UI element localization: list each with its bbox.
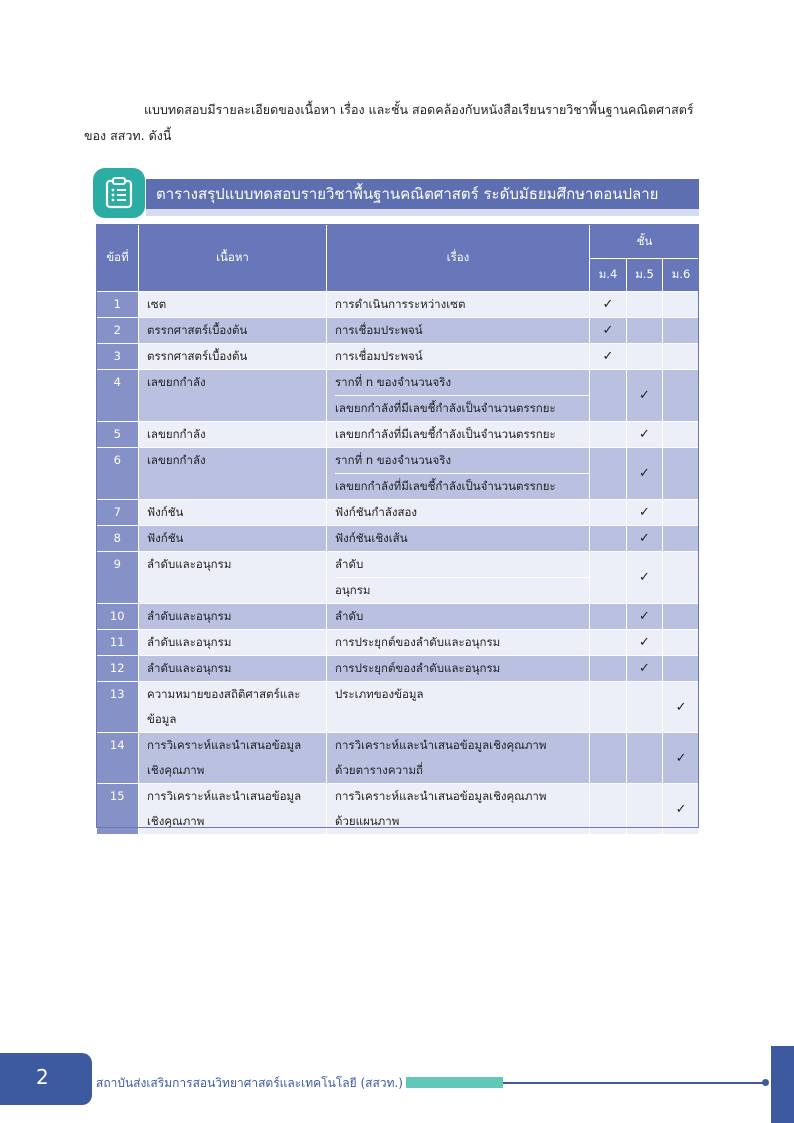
row-topic — [327, 448, 590, 500]
row-content-line: การวิเคราะห์และนำเสนอข้อมูล — [147, 738, 302, 752]
row-content-line: เลขยกกำลัง — [147, 453, 206, 467]
table-row — [97, 630, 700, 656]
row-content-line: ลำดับและอนุกรม — [147, 635, 232, 649]
check-m5: ✓ — [627, 630, 663, 656]
row-content-line: เลขยกกำลัง — [147, 375, 206, 389]
row-topic — [327, 422, 590, 448]
row-number: 1 — [97, 292, 139, 318]
row-content — [139, 784, 327, 835]
row-content-line: ข้อมูล — [147, 712, 177, 726]
row-content-line: ลำดับและอนุกรม — [147, 661, 232, 675]
row-number: 11 — [97, 630, 139, 656]
check-m5: ✓ — [627, 370, 663, 422]
row-content — [139, 344, 327, 370]
row-content — [139, 552, 327, 604]
check-m5 — [627, 733, 663, 784]
row-topic-line: ประเภทของข้อมูล — [335, 687, 424, 701]
row-topic-line: การประยุกต์ของลำดับและอนุกรม — [335, 661, 501, 675]
header-m6: ม.6 — [663, 259, 700, 292]
row-number: 8 — [97, 526, 139, 552]
row-content — [139, 422, 327, 448]
header-grade: ชั้น — [590, 225, 700, 259]
table-row — [97, 552, 700, 604]
header-topic: เรื่อง — [327, 225, 590, 292]
row-number: 14 — [97, 733, 139, 784]
check-m6 — [663, 422, 700, 448]
footer-accent-bar — [406, 1077, 503, 1088]
check-m6 — [663, 526, 700, 552]
check-m6 — [663, 604, 700, 630]
check-m4 — [590, 526, 627, 552]
row-content-line: เชิงคุณภาพ — [147, 814, 205, 828]
header-no: ข้อที่ — [97, 225, 139, 292]
table-row — [97, 733, 700, 784]
row-number: 13 — [97, 682, 139, 733]
check-m5: ✓ — [627, 422, 663, 448]
table-row — [97, 344, 700, 370]
intro-line-2: ของ สสวท. ดังนี้ — [84, 128, 172, 143]
row-topic-line: ด้วยแผนภาพ — [335, 814, 400, 828]
check-m5: ✓ — [627, 552, 663, 604]
row-topic-line: อนุกรม — [335, 577, 589, 603]
check-m4 — [590, 656, 627, 682]
row-topic-line: รากที่ n ของจำนวนจริง — [335, 375, 452, 389]
row-content-line: ตรรกศาสตร์เบื้องต้น — [147, 349, 248, 363]
check-m5 — [627, 318, 663, 344]
row-content-line: ลำดับและอนุกรม — [147, 609, 232, 623]
check-m6 — [663, 656, 700, 682]
table-row — [97, 656, 700, 682]
row-topic — [327, 318, 590, 344]
row-number: 6 — [97, 448, 139, 500]
check-m6: ✓ — [663, 682, 700, 733]
row-topic — [327, 500, 590, 526]
row-topic — [327, 292, 590, 318]
table-row — [97, 682, 700, 733]
row-number: 3 — [97, 344, 139, 370]
check-m4 — [590, 682, 627, 733]
check-m6 — [663, 630, 700, 656]
check-m6 — [663, 500, 700, 526]
row-topic-line: เลขยกกำลังที่มีเลขชี้กำลังเป็นจำนวนตรรกยะ — [335, 427, 556, 441]
table-body — [97, 292, 700, 835]
check-m4 — [590, 733, 627, 784]
row-topic-line: การวิเคราะห์และนำเสนอข้อมูลเชิงคุณภาพ — [335, 789, 547, 803]
check-m5 — [627, 682, 663, 733]
row-topic-line: การประยุกต์ของลำดับและอนุกรม — [335, 635, 501, 649]
check-m4 — [590, 448, 627, 500]
row-content-line: เชิงคุณภาพ — [147, 763, 205, 777]
row-content-line: เลขยกกำลัง — [147, 427, 206, 441]
row-content — [139, 604, 327, 630]
clipboard-icon — [93, 168, 145, 218]
row-number: 7 — [97, 500, 139, 526]
row-content — [139, 630, 327, 656]
check-m5: ✓ — [627, 448, 663, 500]
intro-line-1: แบบทดสอบมีรายละเอียดของเนื้อหา เรื่อง และชั้น สอดคล้องกับหนังสือเรียนรายวิชาพื้นฐานคณิตศาสตร์ — [144, 102, 694, 117]
row-topic — [327, 370, 590, 422]
table-row — [97, 318, 700, 344]
footer-line — [503, 1082, 765, 1084]
row-topic-line: ลำดับ — [335, 557, 364, 571]
check-m4 — [590, 370, 627, 422]
table-row — [97, 500, 700, 526]
table-row — [97, 422, 700, 448]
table-row — [97, 526, 700, 552]
row-content — [139, 733, 327, 784]
row-content — [139, 448, 327, 500]
row-topic-line: การเชื่อมประพจน์ — [335, 323, 423, 337]
footer-right-strip — [771, 1046, 794, 1123]
row-topic — [327, 630, 590, 656]
row-topic — [327, 604, 590, 630]
row-content — [139, 526, 327, 552]
check-m6 — [663, 552, 700, 604]
row-topic-line: เลขยกกำลังที่มีเลขชี้กำลังเป็นจำนวนตรรกยะ — [335, 473, 589, 499]
check-m5: ✓ — [627, 500, 663, 526]
table-row — [97, 448, 700, 500]
row-content — [139, 370, 327, 422]
check-m5 — [627, 784, 663, 835]
check-m4 — [590, 552, 627, 604]
row-topic — [327, 552, 590, 604]
banner-underline — [146, 209, 699, 216]
header-m5: ม.5 — [627, 259, 663, 292]
row-topic-line: การดำเนินการระหว่างเซต — [335, 297, 466, 311]
row-content-line: ความหมายของสถิติศาสตร์และ — [147, 687, 301, 701]
check-m6 — [663, 318, 700, 344]
check-m5: ✓ — [627, 526, 663, 552]
page-number: 2 — [36, 1065, 49, 1089]
row-topic — [327, 733, 590, 784]
row-number: 2 — [97, 318, 139, 344]
check-m4 — [590, 500, 627, 526]
row-content-line: ฟังก์ชัน — [147, 531, 184, 545]
check-m5 — [627, 344, 663, 370]
footer-dot — [762, 1079, 769, 1086]
check-m4 — [590, 784, 627, 835]
row-content — [139, 292, 327, 318]
header-m4: ม.4 — [590, 259, 627, 292]
row-topic-line: การเชื่อมประพจน์ — [335, 349, 423, 363]
check-m5: ✓ — [627, 604, 663, 630]
row-topic — [327, 344, 590, 370]
check-m5: ✓ — [627, 656, 663, 682]
row-topic-line: ฟังก์ชันกำลังสอง — [335, 505, 418, 519]
row-topic-line: ฟังก์ชันเชิงเส้น — [335, 531, 408, 545]
check-m4: ✓ — [590, 344, 627, 370]
row-number: 15 — [97, 784, 139, 835]
row-number: 9 — [97, 552, 139, 604]
check-m6: ✓ — [663, 733, 700, 784]
header-content: เนื้อหา — [139, 225, 327, 292]
row-topic — [327, 526, 590, 552]
row-content — [139, 682, 327, 733]
row-number: 4 — [97, 370, 139, 422]
row-content-line: ตรรกศาสตร์เบื้องต้น — [147, 323, 248, 337]
row-topic — [327, 656, 590, 682]
row-topic-line: เลขยกกำลังที่มีเลขชี้กำลังเป็นจำนวนตรรกยะ — [335, 395, 589, 421]
row-content-line: เซต — [147, 297, 167, 311]
row-topic — [327, 682, 590, 733]
page-number-tab — [0, 1053, 92, 1105]
row-number: 12 — [97, 656, 139, 682]
check-m4: ✓ — [590, 318, 627, 344]
row-number: 10 — [97, 604, 139, 630]
table-title: ตารางสรุปแบบทดสอบรายวิชาพื้นฐานคณิตศาสตร์ ระดับมัธยมศึกษาตอนปลาย — [146, 179, 699, 209]
table-row — [97, 784, 700, 835]
row-topic-line: ลำดับ — [335, 609, 364, 623]
check-m6 — [663, 344, 700, 370]
row-content — [139, 500, 327, 526]
row-content — [139, 656, 327, 682]
table-row — [97, 370, 700, 422]
footer-institute: สถาบันส่งเสริมการสอนวิทยาศาสตร์และเทคโนโลยี (สสวท.) — [96, 1076, 403, 1090]
check-m5 — [627, 292, 663, 318]
check-m4 — [590, 630, 627, 656]
row-number: 5 — [97, 422, 139, 448]
row-content — [139, 318, 327, 344]
row-topic-line: ด้วยตารางความถี่ — [335, 763, 423, 777]
row-content-line: ลำดับและอนุกรม — [147, 557, 232, 571]
table-row — [97, 604, 700, 630]
intro-paragraph — [84, 97, 714, 149]
check-m4 — [590, 604, 627, 630]
table-row — [97, 292, 700, 318]
check-m6 — [663, 448, 700, 500]
row-topic — [327, 784, 590, 835]
check-m6 — [663, 292, 700, 318]
check-m6 — [663, 370, 700, 422]
row-topic-line: การวิเคราะห์และนำเสนอข้อมูลเชิงคุณภาพ — [335, 738, 547, 752]
row-content-line: ฟังก์ชัน — [147, 505, 184, 519]
check-m6: ✓ — [663, 784, 700, 835]
row-content-line: การวิเคราะห์และนำเสนอข้อมูล — [147, 789, 302, 803]
summary-table — [96, 224, 700, 835]
row-topic-line: รากที่ n ของจำนวนจริง — [335, 453, 452, 467]
check-m4: ✓ — [590, 292, 627, 318]
check-m4 — [590, 422, 627, 448]
